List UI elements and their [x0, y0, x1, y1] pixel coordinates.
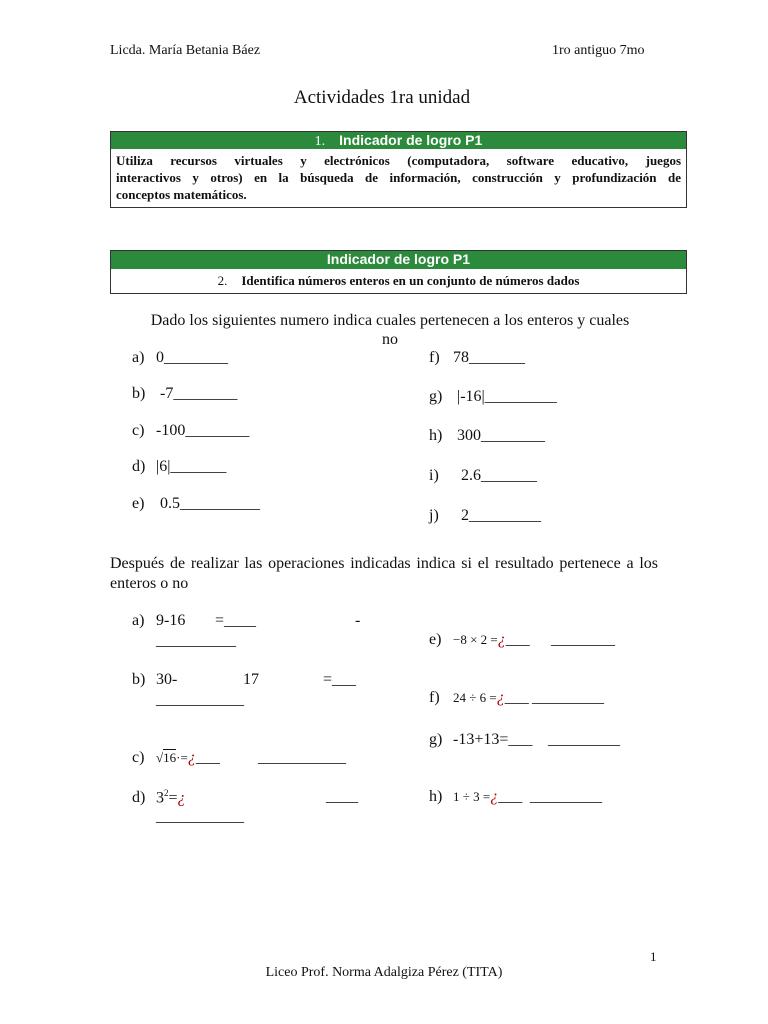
operation-a-blank: __________ — [156, 632, 236, 649]
operation-g: g) -13+13=___ — [429, 731, 533, 748]
list-item: c) -100________ — [132, 422, 250, 439]
page-footer: Liceo Prof. Norma Adalgiza Pérez (TITA) — [265, 965, 503, 980]
list-item: h) 300________ — [429, 427, 545, 444]
indicator-box-2 — [110, 250, 687, 294]
operation-d-blank2: ___________ — [156, 808, 244, 825]
list-item: e) 0.5__________ — [132, 495, 260, 512]
page-number: 1 — [650, 949, 657, 964]
operation-b-eq: =___ — [323, 671, 357, 688]
page-title: Actividades 1ra unidad — [293, 87, 471, 108]
operation-e-blank: ________ — [551, 631, 615, 648]
operation-d: d) $3^2=¿$ — [132, 788, 186, 807]
indicator-box-1 — [110, 131, 687, 208]
author-name: Licda. María Betania Báez — [110, 43, 261, 58]
operation-b-blank: ___________ — [156, 691, 244, 708]
operation-h-blank: _________ — [530, 788, 602, 805]
list-item: f) 78_______ — [429, 349, 525, 366]
operation-f-blank: _________ — [532, 689, 604, 706]
indicator-heading-1: 1. Indicador de logro P1 — [111, 132, 686, 149]
operation-b-num: 17 — [243, 671, 259, 688]
operation-c-blank: ___________ — [258, 749, 346, 766]
operation-g-blank: _________ — [548, 731, 620, 748]
indicator-description-2: 2. Identifica números enteros en un conjunto de números dados — [217, 273, 580, 288]
operation-f: f) 24 ÷ 6 =¿___ — [429, 689, 529, 706]
section2-instruction: Después de realizar las operaciones indicadas indica si el resultado pertenece a los enteros o no — [110, 555, 658, 592]
section1-instruction: Dado los siguientes numero indica cuales pertenecen a los enteros y cuales no — [150, 312, 630, 348]
list-item: a) 0________ — [132, 349, 228, 366]
indicator-heading-2: Indicador de logro P1 — [111, 251, 686, 269]
list-item: d) |6|_______ — [132, 458, 227, 475]
indicator-description-1: Utiliza recursos virtuales y electrónicos (computadora, software educativo, juegos interactivos y otros) en la búsqueda de información, construcción y profundización de conceptos matemáticos. — [116, 153, 681, 202]
list-item: b) -7________ — [132, 385, 238, 402]
operation-d-blank1: ____ — [326, 788, 358, 805]
operation-c: c) √16·=¿___ — [132, 749, 220, 766]
operation-a: a) 9-16 — [132, 612, 186, 629]
list-item: i) 2.6_______ — [429, 467, 537, 484]
list-item: j) 2_________ — [429, 507, 541, 524]
operation-h: h) 1 ÷ 3 =¿___ — [429, 788, 523, 805]
list-item: g) |-16|_________ — [429, 388, 557, 405]
grade-label: 1ro antiguo 7mo — [552, 43, 645, 58]
operation-e: e) −8 × 2 =¿___ — [429, 631, 530, 648]
operation-b: b) 30- — [132, 671, 178, 688]
operation-a-dash: - — [355, 612, 361, 629]
operation-a-eq: =____ — [215, 612, 257, 629]
